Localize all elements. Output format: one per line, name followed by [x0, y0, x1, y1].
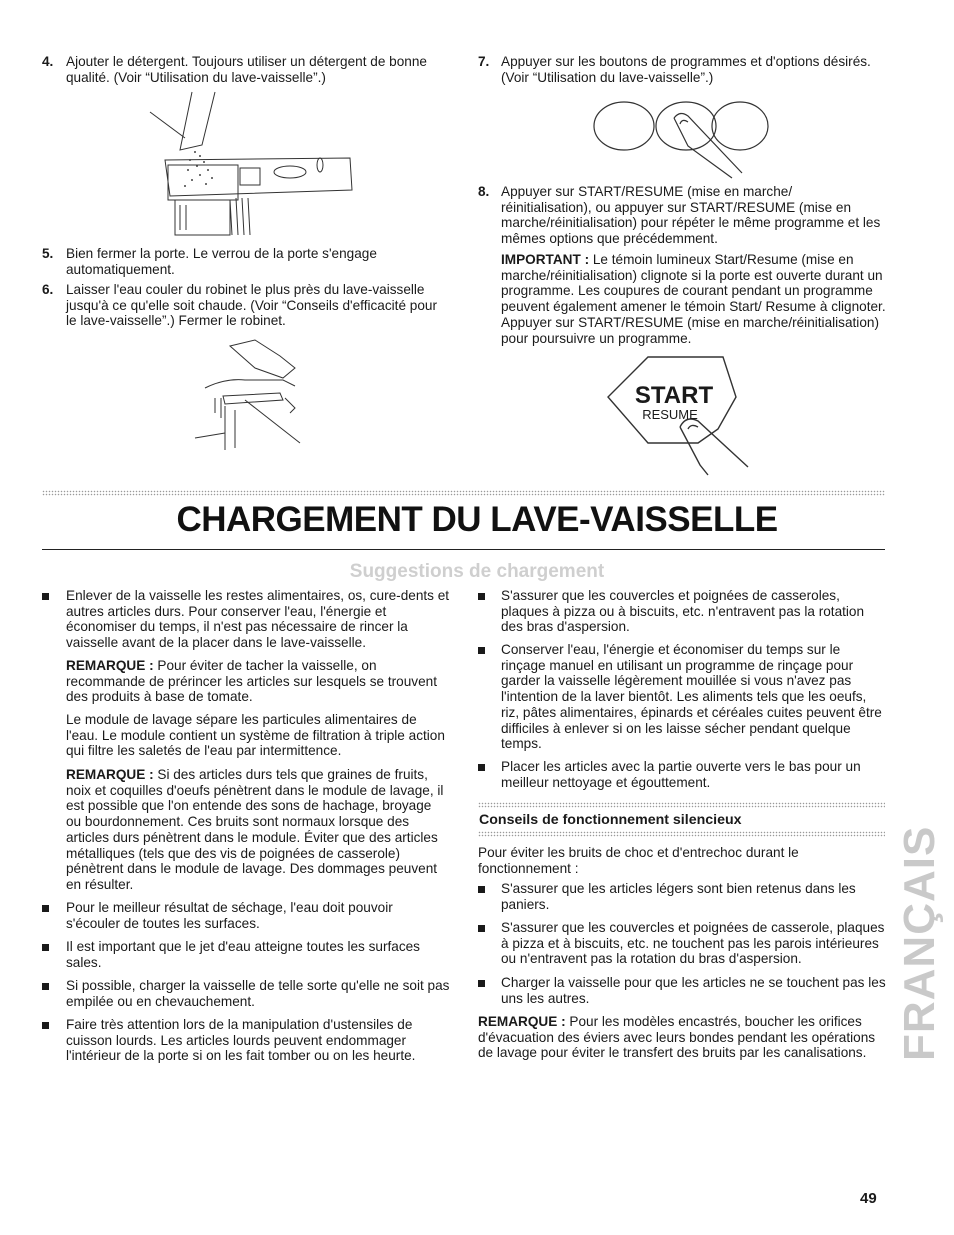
faucet-illustration	[185, 338, 310, 453]
subsection-heading: Conseils de fonctionnement silencieux	[479, 812, 742, 828]
important-text: Le témoin lumineux Start/Resume (mise en marche/réinitialisation) clignote si la porte est ouverte durant un programme. Les coupures de courant pendant un programme peuvent également amener le témoin Start/ Resume à clignoter. Appuyer sur START/RESUME (mise en marche/réinitialisation) pour poursuivre un programme.	[501, 252, 886, 346]
remarque-label: REMARQUE :	[66, 658, 154, 673]
bullet-icon	[42, 593, 49, 600]
option-buttons-illustration	[592, 98, 772, 178]
bullet-icon	[42, 905, 49, 912]
step-number: 7.	[478, 54, 490, 69]
remarque-text: Pour les modèles encastrés, boucher les orifices d'évacuation des éviers avec leurs bondes pendant les opérations de lavage pour éviter le transfert des bruits par les canalisations.	[478, 1014, 876, 1061]
page-number: 49	[860, 1190, 877, 1207]
list-item-text: S'assurer que les couvercles et poignées de casserole, plaques à pizza et à biscuits, etc. ne touchent pas les parois intérieures ou n'entravent pas la rotation du bras d'aspersion.	[501, 920, 885, 967]
subsection-divider-top	[478, 802, 885, 808]
bullet-icon	[478, 593, 485, 600]
remarque-label: REMARQUE :	[478, 1014, 566, 1029]
start-label: START	[634, 382, 714, 409]
detergent-dispenser-illustration	[140, 90, 360, 240]
step-number: 8.	[478, 184, 490, 199]
module-paragraph: Le module de lavage sépare les particules alimentaires de l'eau. Le module contient un système de filtration à triple action qui filtre les saletés de l'eau par intermittence.	[66, 712, 445, 759]
remarque-note	[66, 658, 450, 705]
step-text: Bien fermer la porte. Le verrou de la porte s'engage automatiquement.	[66, 246, 377, 277]
list-item-text: Pour le meilleur résultat de séchage, l'eau doit pouvoir s'écouler de toutes les surfaces.	[66, 900, 393, 931]
bullet-icon	[42, 983, 49, 990]
section-title: CHARGEMENT DU LAVE-VAISSELLE	[176, 500, 778, 539]
language-side-tab: FRANÇAIS	[895, 825, 944, 1061]
bullet-icon	[478, 925, 485, 932]
bullet-icon	[478, 980, 485, 987]
list-item-text: S'assurer que les articles légers sont bien retenus dans les paniers.	[501, 881, 856, 912]
important-note	[501, 252, 886, 346]
list-item-text: Charger la vaisselle pour que les articles ne se touchent pas les uns les autres.	[501, 975, 886, 1006]
section-divider-top	[42, 490, 885, 496]
subsection-divider-bottom	[478, 831, 885, 837]
remarque-label: REMARQUE :	[66, 767, 154, 782]
step-number: 6.	[42, 282, 54, 297]
quiet-intro: Pour éviter les bruits de choc et d'entrechoc durant le fonctionnement :	[478, 845, 799, 876]
bullet-icon	[478, 647, 485, 654]
step-text: Ajouter le détergent. Toujours utiliser un détergent de bonne qualité. (Voir “Utilisation du lave-vaisselle”.)	[66, 54, 427, 85]
list-item-text: Faire très attention lors de la manipulation d'ustensiles de cuisson lourds. Les articles lourds peuvent endommager l'intérieur de la porte si on les fait tomber ou on les heurte.	[66, 1017, 416, 1064]
remarque-text: Si des articles durs tels que graines de fruits, noix et coquilles d'oeufs pénètrent dans le module de lavage, il est possible que l'on entende des sons de hachage, broyage ou bourdonnement. Ces bruits sont normaux lorsque des articles durs pénètrent dans le module. Éviter que des articles métalliques (tels que des vis de poignées de casserole) pénètrent dans le module de lavage. Des dommages peuvent en résulter.	[66, 767, 444, 892]
remarque-note	[66, 767, 450, 893]
important-label: IMPORTANT :	[501, 252, 590, 267]
step-text: Appuyer sur les boutons de programmes et d'options désirés. (Voir “Utilisation du lave-vaisselle”.)	[501, 54, 871, 85]
section-subtitle: Suggestions de chargement	[349, 561, 605, 582]
step-number: 4.	[42, 54, 54, 69]
list-item-text: Conserver l'eau, l'énergie et économiser du temps sur le rinçage manuel en utilisant un programme de rinçage pour garder la vaisselle légèrement mouillée si vous n'avez pas l'intention de la laver bientôt. Les aliments tels que les oeufs, riz, pâtes alimentaires, épinards et céréales cuites peuvent être difficiles à enlever si on les laisse sécher pendant quelque temps.	[501, 642, 882, 752]
option-button-icon	[712, 102, 768, 150]
step-text: Appuyer sur START/RESUME (mise en marche/ réinitialisation), ou appuyer sur START/RESUME (mise en marche/réinitialisation) pour répéter le même programme et les mêmes options que précédemment.	[501, 184, 881, 247]
remarque-note	[478, 1014, 886, 1061]
bullet-icon	[42, 944, 49, 951]
step-number: 5.	[42, 246, 54, 261]
bullet-icon	[478, 764, 485, 771]
title-underline	[42, 549, 885, 550]
resume-label: RESUME	[642, 407, 698, 422]
bullet-icon	[478, 886, 485, 893]
bullet-icon	[42, 1022, 49, 1029]
list-item-text: Placer les articles avec la partie ouverte vers le bas pour un meilleur nettoyage et égouttement.	[501, 759, 861, 790]
step-text: Laisser l'eau couler du robinet le plus près du lave-vaisselle jusqu'à ce qu'elle soit chaude. (Voir “Conseils d'efficacité pour le lave-vaisselle”.) Fermer le robinet.	[66, 282, 438, 329]
list-item-text: Si possible, charger la vaisselle de telle sorte qu'elle ne soit pas empilée ou en chevauchement.	[66, 978, 450, 1009]
option-button-icon	[594, 102, 654, 150]
start-resume-button-illustration	[608, 355, 758, 480]
list-item-text: Il est important que le jet d'eau atteigne toutes les surfaces sales.	[66, 939, 420, 970]
remarque-text: Pour éviter de tacher la vaisselle, on recommande de prérincer les articles sur lesquels se trouvent des produits à base de tomate.	[66, 658, 437, 705]
list-item-text: S'assurer que les couvercles et poignées de casseroles, plaques à pizza ou à biscuits, etc. n'entravent pas la rotation des bras d'aspersion.	[501, 588, 865, 635]
list-item-text: Enlever de la vaisselle les restes alimentaires, os, cure-dents et autres articles durs. Pour conserver l'eau, l'énergie et économiser du temps, il n'est pas nécessaire de rincer la vaisselle avant de la placer dans le lave-vaisselle.	[66, 588, 450, 651]
